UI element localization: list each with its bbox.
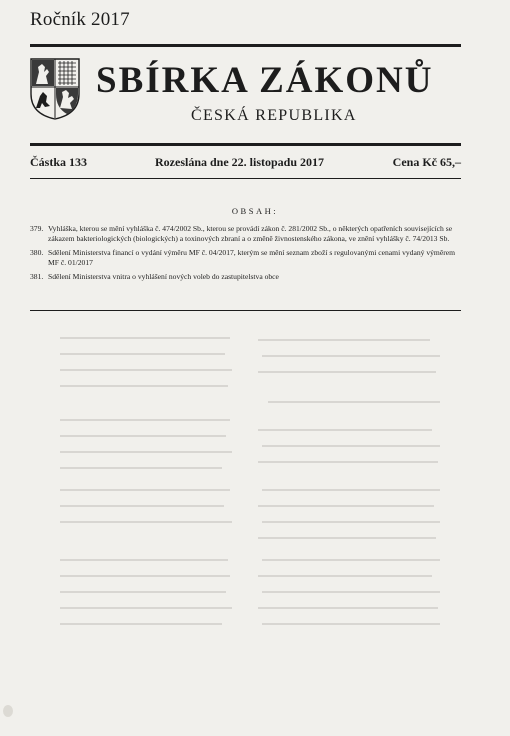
show-through-background — [0, 320, 510, 720]
contents-entry[interactable] — [30, 248, 461, 268]
publication-title: SBÍRKA ZÁKONŮ — [96, 60, 434, 101]
paper-scuff-mark — [3, 705, 13, 717]
czech-state-coat-of-arms-icon — [30, 58, 80, 120]
entry-text: Sdělení Ministerstva vnitra o vyhlášení nových voleb do zastupitelstva obce — [48, 272, 279, 281]
issue-price: Cena Kč 65,– — [392, 155, 461, 169]
distribution-date: Rozeslána dne 22. listopadu 2017 — [155, 155, 325, 169]
contents-entry[interactable] — [30, 224, 461, 244]
contents-list — [30, 224, 461, 286]
info-rule — [30, 178, 461, 179]
entry-number: 379. — [30, 224, 44, 233]
entry-number: 380. — [30, 248, 44, 257]
contents-end-rule — [30, 310, 461, 311]
publication-subtitle: ČESKÁ REPUBLIKA — [191, 107, 357, 124]
entry-text: Vyhláška, kterou se mění vyhláška č. 474/2002 Sb., kterou se provádí zákon č. 281/2002 Sb., o některých opatřeních souvisejících se zákazem bakteriologických (biologických) a toxinových zbraní a o změně živnostenského zákona, ve znění vyhlášky č. 74/2013 Sb. — [48, 224, 453, 243]
issue-number: Částka 133 — [30, 155, 88, 169]
masthead-rule — [30, 143, 461, 146]
entry-text: Sdělení Ministerstva financí o vydání výměru MF č. 04/2017, kterým se mění seznam zboží s regulovanými cenami vydaný výměrem MF č. 01/2017 — [48, 248, 456, 267]
contents-entry[interactable] — [30, 272, 461, 282]
volume-label: Ročník 2017 — [30, 9, 130, 30]
contents-heading: OBSAH: — [231, 206, 279, 216]
entry-number: 381. — [30, 272, 44, 281]
top-rule — [30, 44, 461, 47]
